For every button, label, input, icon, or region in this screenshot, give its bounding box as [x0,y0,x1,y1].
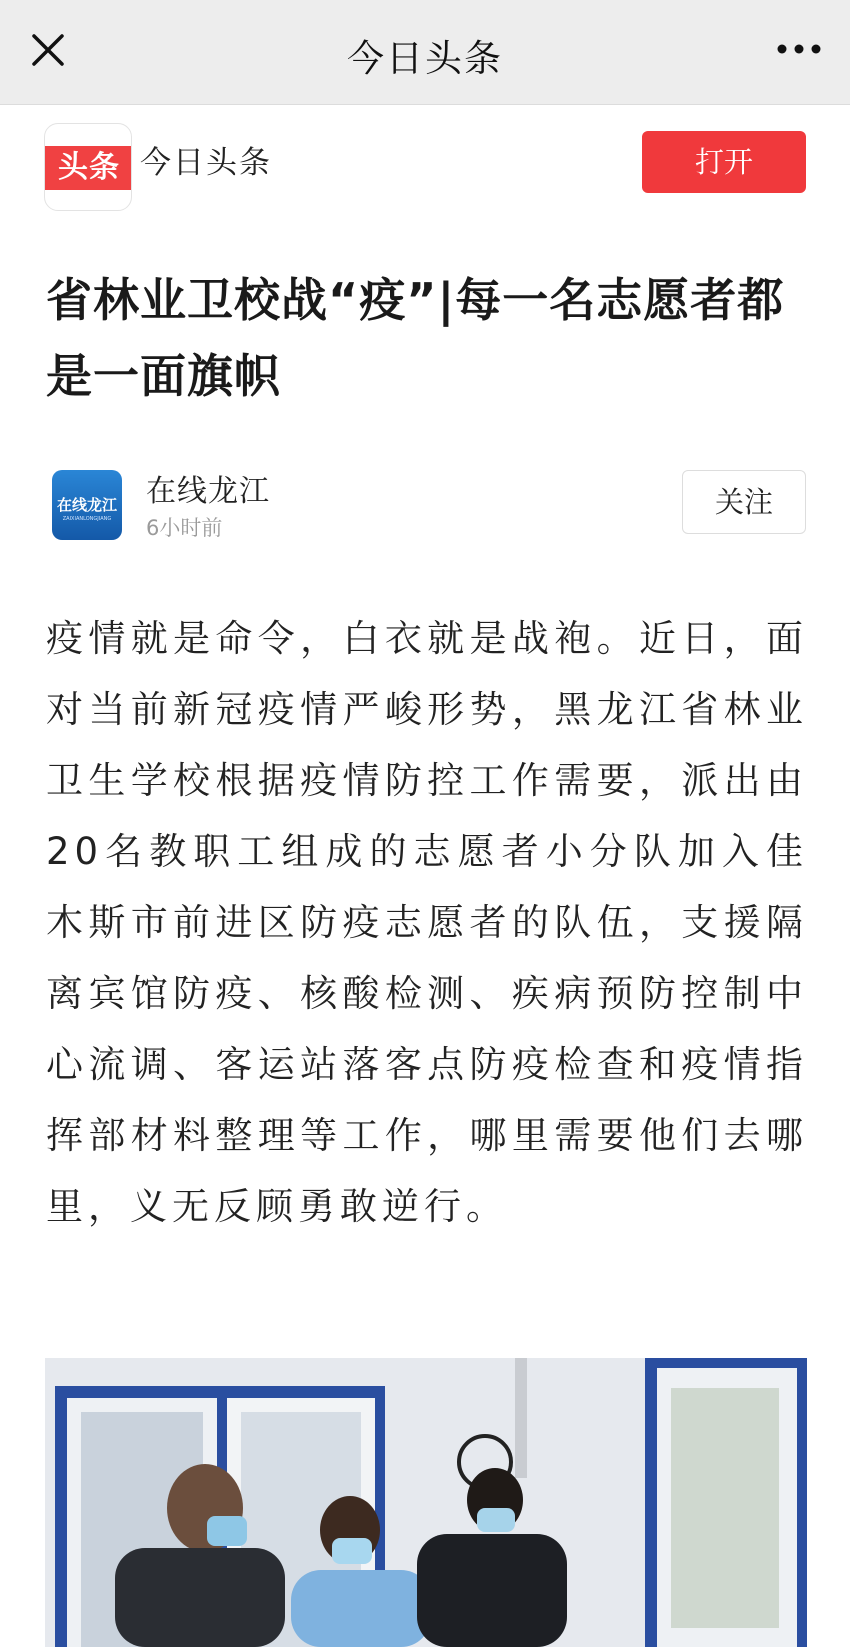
author-row [0,460,850,560]
publish-time: 6小时前 [146,516,223,540]
author-avatar[interactable] [52,470,122,540]
app-logo-text: 头条 [45,146,132,190]
more-dots-icon[interactable] [774,34,824,64]
author-name[interactable]: 在线龙江 [146,474,270,509]
article-photo-illustration [45,1358,807,1647]
follow-button[interactable]: 关注 [682,470,806,534]
app-logo [44,123,132,211]
app-name: 今日头条 [140,145,272,181]
page-title: 今日头条 [347,37,503,80]
article-headline: 省林业卫校战“疫”|每一名志愿者都是一面旗帜 [46,273,785,403]
author-avatar-text: 在线龙江 [56,496,117,514]
top-nav-bar [0,0,850,105]
open-app-button[interactable]: 打开 [642,131,806,193]
author-avatar-subtext: ZAIXIANLONGJIANG [62,516,112,522]
article-photo[interactable] [45,1358,807,1647]
app-download-banner [0,105,850,215]
article-body: 疫情就是命令，白衣就是战袍。近日，面对当前新冠疫情严峻形势，黑龙江省林业卫生学校根据疫情防控工作需要，派出由20名教职工组成的志愿者小分队加入佳木斯市前进区防疫志愿者的队伍，支援隔离宾馆防疫、核酸检测、疾病预防控制中心流调、客运站落客点防疫检查和疫情指挥部材料整理等工作，哪里需要他们去哪里，义无反顾勇敢逆行。 [46,617,808,1228]
